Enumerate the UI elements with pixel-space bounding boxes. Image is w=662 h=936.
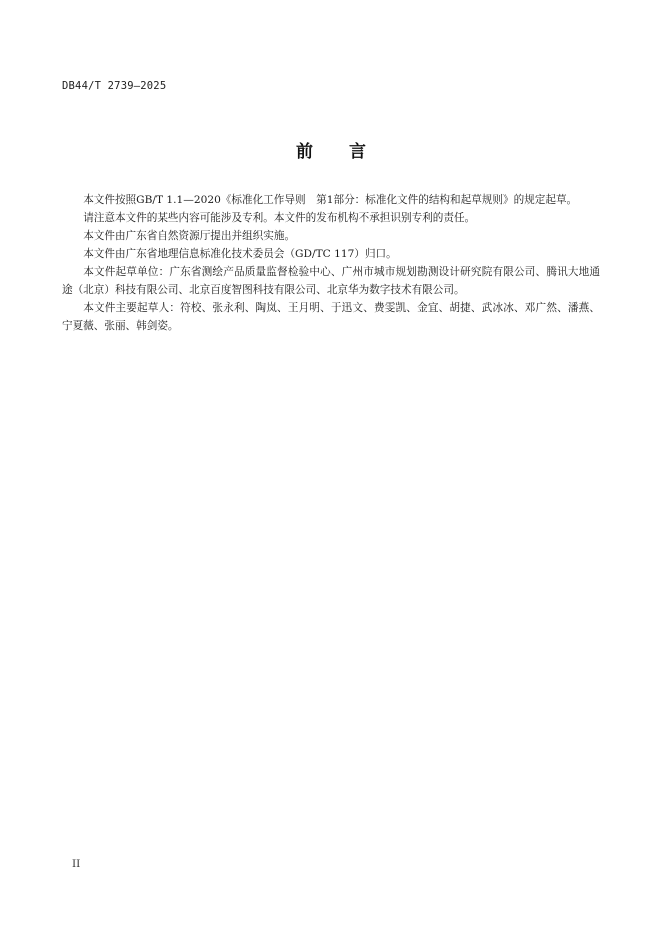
page-number: II [72,858,81,870]
paragraph-proposer: 本文件由广东省自然资源厅提出并组织实施。 [83,230,296,242]
page-title [0,137,662,162]
title-char-1: 前 [296,142,313,162]
document-code: DB44/T 2739—2025 [62,80,167,92]
paragraph-drafting-units: 本文件起草单位：广东省测绘产品质量监督检验中心、广州市城市规划勘测设计研究院有限公司、腾讯大地通途（北京）科技有限公司、北京百度智图科技有限公司、北京华为数字技术有限公司。 [62,266,600,296]
foreword-body [62,191,600,335]
title-char-2: 言 [349,142,366,162]
paragraph-drafting-rule: 本文件按照GB/T 1.1—2020《标准化工作导则 第1部分：标准化文件的结构和起草规则》的规定起草。 [83,194,578,206]
paragraph-drafters: 本文件主要起草人：符校、张永利、陶岚、王月明、于迅文、费雯凯、金宜、胡捷、武冰冰、邓广然、潘燕、宁夏薇、张丽、韩剑姿。 [62,302,600,332]
paragraph-committee: 本文件由广东省地理信息标准化技术委员会（GD/TC 117）归口。 [83,248,397,260]
paragraph-patent-notice: 请注意本文件的某些内容可能涉及专利。本文件的发布机构不承担识别专利的责任。 [83,212,476,224]
